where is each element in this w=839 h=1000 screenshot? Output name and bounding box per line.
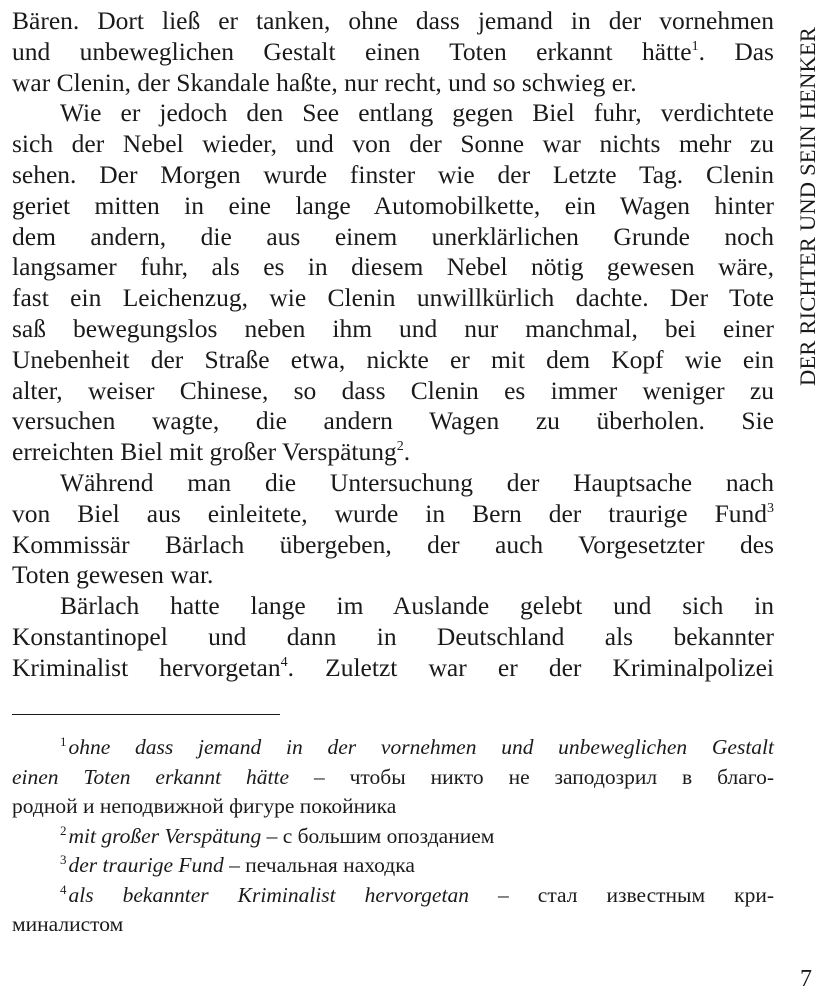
footnote-marker: 2 [60, 822, 67, 838]
footnote-russian: – с большим опозданием [261, 823, 495, 848]
footnote-1 [12, 733, 774, 763]
text-line [12, 437, 774, 468]
page-number: 7 [800, 966, 812, 992]
footnote-german: als bekannter Kriminalist hervorgetan [68, 882, 469, 907]
text-line: alter, weiser Chinese, so dass Clenin es immer weniger zu [12, 375, 774, 405]
body-text [12, 6, 774, 684]
footnote-marker: 3 [60, 852, 67, 867]
text-segment: . Zuletzt war er der Kriminalpolizei [287, 652, 774, 682]
footnote-russian: – стал известным кри- [468, 882, 774, 907]
text-segment: Kriminalist hervorgetan [12, 652, 281, 682]
footnote-2 [12, 822, 774, 852]
text-segment: . [403, 437, 411, 467]
paragraph-start: Während man die Untersuchung der Hauptsache nach [60, 467, 774, 497]
footnote-separator [12, 714, 280, 715]
text-line: dem andern, die aus einem unerklärlichen Grunde noch [12, 221, 774, 251]
text-line: Konstantinopel und dann in Deutschland als bekannter [12, 621, 774, 651]
text-line: langsamer fuhr, als es in diesem Nebel nötig gewesen wäre, [12, 252, 774, 282]
text-line: fast ein Leichenzug, wie Clenin unwillkürlich dachte. Der Tote [12, 283, 774, 313]
paragraph-start: Wie er jedoch den See entlang gegen Biel fuhr, verdichtete [60, 98, 774, 128]
paragraph-start: Bärlach hatte lange im Auslande gelebt und sich in [60, 591, 774, 621]
footnote-ref-4: 4 [280, 654, 288, 670]
footnote-1-cont [12, 763, 774, 793]
text-segment: . Das [698, 36, 774, 66]
text-line: Unebenheit der Straße etwa, nickte er mit dem Kopf wie ein [12, 344, 774, 374]
footnote-german: der traurige Fund [68, 853, 224, 877]
footnote-marker: 4 [60, 881, 67, 897]
footnote-3 [12, 851, 774, 881]
footnote-marker: 1 [60, 734, 67, 749]
footnote-1-cont: родной и неподвижной фигуре покойника [12, 794, 397, 818]
text-line [12, 37, 774, 68]
text-segment: erreichten Biel mit großer Verspätung [12, 437, 397, 467]
footnote-russian: – чтобы никто не заподозрил в благо- [289, 764, 774, 789]
footnote-german: ohne dass jemand in der vornehmen und unbeweglichen Gestalt [68, 735, 774, 759]
footnotes [12, 733, 774, 940]
text-line: Toten gewesen war. [12, 560, 214, 590]
text-line: war Clenin, der Skandale haßte, nur recht, und so schwieg er. [12, 67, 637, 97]
text-line [12, 499, 774, 530]
footnote-russian: – печальная находка [223, 853, 415, 877]
text-line: sehen. Der Morgen wurde finster wie der Letzte Tag. Clenin [12, 159, 774, 189]
text-line: saß bewegungslos neben ihm und nur manchmal, bei einer [12, 313, 774, 343]
running-head [786, 10, 830, 390]
running-head-title: DER RICHTER UND SEIN HENKER [795, 26, 820, 386]
footnote-ref-1: 1 [691, 38, 699, 54]
text-line: geriet mitten in eine lange Automobilkette, ein Wagen hinter [12, 190, 774, 220]
footnote-4-cont: миналистом [12, 912, 124, 936]
footnote-4 [12, 881, 774, 911]
text-line: sich der Nebel wieder, und von der Sonne war nichts mehr zu [12, 129, 774, 159]
footnote-ref-3: 3 [767, 500, 774, 516]
footnote-german: einen Toten erkannt hätte [12, 764, 290, 789]
text-line: Kommissär Bärlach übergeben, der auch Vorgesetzter des [12, 529, 774, 559]
text-line [12, 653, 774, 684]
text-segment: und unbeweglichen Gestalt einen Toten erkannt hätte [12, 36, 692, 66]
footnote-ref-2: 2 [396, 439, 404, 455]
text-line: Bären. Dort ließ er tanken, ohne dass jemand in der vornehmen [12, 6, 774, 35]
text-line: versuchen wagte, die andern Wagen zu überholen. Sie [12, 406, 774, 436]
text-segment: von Biel aus einleitete, wurde in Bern der traurige Fund [12, 498, 767, 528]
footnote-german: mit großer Verspätung [68, 823, 262, 848]
